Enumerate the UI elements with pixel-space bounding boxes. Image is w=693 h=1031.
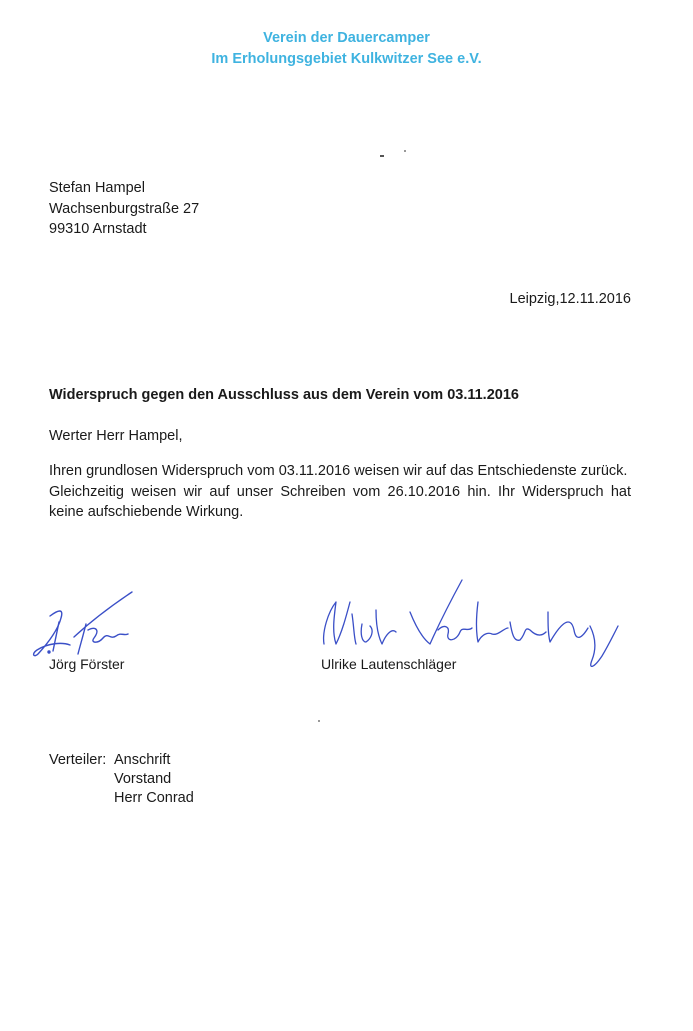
letterhead <box>0 28 693 70</box>
letterhead-line-2: Im Erholungsgebiet Kulkwitzer See e.V. <box>211 51 482 67</box>
salutation: Werter Herr Hampel, <box>49 428 183 444</box>
recipient-name: Stefan Hampel <box>49 180 145 196</box>
scan-speck <box>380 155 384 157</box>
distribution-item: Herr Conrad <box>114 790 194 806</box>
body-paragraph-1: Ihren grundlosen Widerspruch vom 03.11.2016 weisen wir auf das Entschiedenste zurück. <box>49 463 628 479</box>
scan-speck <box>318 720 320 722</box>
letter-body <box>49 461 631 523</box>
recipient-street: Wachsenburgstraße 27 <box>49 200 200 217</box>
letterhead-line-1: Verein der Dauercamper <box>263 30 430 46</box>
signer-name-2: Ulrike Lautenschläger <box>321 656 457 672</box>
distribution-list <box>49 751 194 808</box>
body-paragraph-2: Gleichzeitig weisen wir auf unser Schreiben vom 26.10.2016 hin. Ihr Widerspruch hat keine aufschiebende Wirkung. <box>49 483 631 520</box>
recipient-address <box>49 178 199 240</box>
signer-name-1: Jörg Förster <box>49 656 125 672</box>
distribution-item: Vorstand <box>114 771 172 787</box>
recipient-city: 99310 Arnstadt <box>49 221 147 237</box>
distribution-label: Verteiler: <box>49 752 107 768</box>
distribution-item: Anschrift <box>114 752 171 768</box>
letter-date: Leipzig,12.11.2016 <box>509 291 631 307</box>
subject-line: Widerspruch gegen den Ausschluss aus dem Verein vom 03.11.2016 <box>49 387 519 403</box>
scan-speck <box>404 150 406 152</box>
